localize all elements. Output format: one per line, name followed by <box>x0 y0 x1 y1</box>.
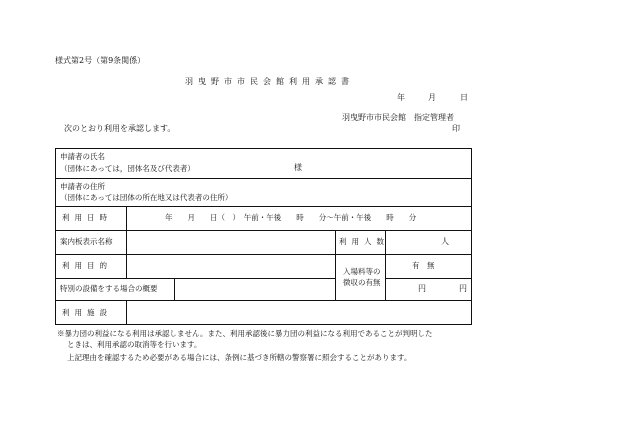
row-divider <box>55 254 472 255</box>
applicant-name-sub: （団体にあっては，団体名及び代表者） <box>60 164 195 173</box>
seal-mark: 印 <box>452 124 460 133</box>
row-divider <box>55 206 472 207</box>
issuer-name: 羽曳野市市民会館 指定管理者 <box>342 113 454 122</box>
row-divider <box>55 230 472 231</box>
usage-datetime-label: 利用日時 <box>62 213 112 222</box>
note-police-inquiry: 上記理由を確認するため必要がある場合には、条例に基づき所轄の警察署に照会することがあります。 <box>67 353 412 362</box>
form-number: 様式第2号（第9条関係） <box>55 56 146 65</box>
col-divider <box>126 230 127 278</box>
row-divider <box>55 178 472 179</box>
col-divider <box>335 230 336 300</box>
intro-text: 次のとおり利用を承認します。 <box>64 124 176 133</box>
purpose-label: 利用目的 <box>62 261 112 270</box>
col-divider <box>174 278 175 300</box>
note-antisocial-line1: ※暴力団の利益になる利用は承認しません。また、利用承認後に暴力団の利益になる利用であることが判明した <box>57 329 433 338</box>
facility-label: 利用施設 <box>62 308 112 317</box>
row-divider <box>55 300 472 301</box>
applicant-address-label: 申請者の住所 <box>60 182 105 191</box>
row-divider <box>385 278 472 279</box>
note-antisocial-line2: ときは、利用承認の取消等を行います。 <box>67 340 202 349</box>
col-divider <box>126 206 127 230</box>
attendance-unit: 人 <box>441 237 449 246</box>
date-year: 年 <box>397 93 405 102</box>
fee-label-line2: 徴収の有無 <box>343 278 381 287</box>
date-day: 日 <box>460 93 468 102</box>
special-equipment-label: 特別の設備をする場合の概要 <box>60 284 158 293</box>
attendance-label: 利用人数 <box>339 237 389 246</box>
fee-yes-no: 有 無 <box>412 261 435 270</box>
approval-table <box>55 148 472 325</box>
sama-suffix: 様 <box>294 163 302 172</box>
date-month: 月 <box>428 93 436 102</box>
form-title: 羽曳野市市民会館利用承認書 <box>185 77 354 86</box>
applicant-name-label: 申請者の氏名 <box>60 152 105 161</box>
board-name-label: 案内板表示名称 <box>60 237 113 246</box>
fee-label-line1: 入場料等の <box>343 267 381 276</box>
yen-mark-2: 円 <box>459 284 467 293</box>
col-divider <box>126 300 127 325</box>
applicant-address-sub: （団体にあっては団体の所在地又は代表者の住所） <box>60 193 233 202</box>
row-divider <box>55 278 335 279</box>
yen-mark-1: 円 <box>418 284 426 293</box>
usage-datetime-value: 年 月 日（ ） 午前・午後 時 分～午前・午後 時 分 <box>165 213 417 222</box>
